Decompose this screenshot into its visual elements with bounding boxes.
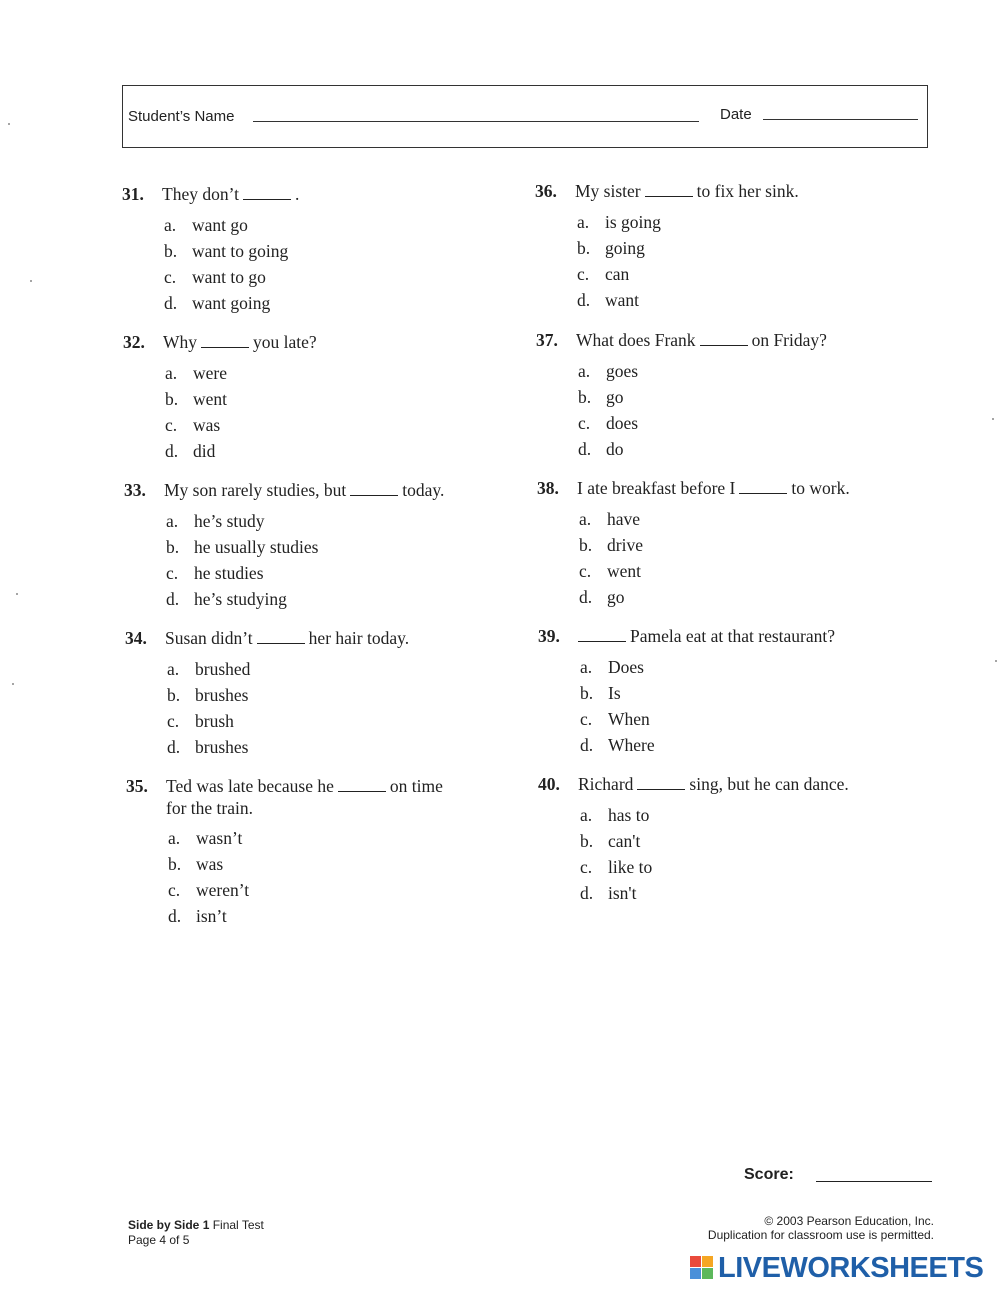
option-d[interactable]: d. brushes	[167, 737, 249, 757]
answer-blank[interactable]	[338, 777, 386, 792]
option-b[interactable]: b. brushes	[167, 685, 249, 705]
option-b[interactable]: b. drive	[579, 535, 643, 555]
option-a[interactable]: a. have	[579, 509, 641, 529]
footer-copyright	[708, 1214, 934, 1242]
question-prompt: My sister to fix her sink.	[575, 181, 799, 201]
question-number: 35.	[126, 776, 148, 796]
question-prompt: Ted was late because he on time for the train.	[166, 776, 443, 818]
option-list	[577, 211, 661, 315]
question-number: 37.	[536, 330, 558, 350]
question-number: 34.	[125, 628, 147, 648]
question-number: 36.	[535, 181, 557, 201]
scan-speck	[30, 280, 32, 282]
option-c[interactable]: c. like to	[580, 857, 653, 877]
option-a[interactable]: a. were	[165, 363, 228, 383]
option-d[interactable]: d. isn’t	[168, 906, 227, 926]
question-prompt: I ate breakfast before I to work.	[577, 478, 850, 498]
option-a[interactable]: a. Does	[580, 657, 644, 677]
page-number: Page 4 of 5	[128, 1233, 190, 1247]
student-info-box	[122, 85, 928, 148]
student-name-field[interactable]	[253, 121, 699, 122]
option-list	[168, 827, 249, 931]
option-c[interactable]: c. went	[579, 561, 642, 581]
scan-speck	[992, 418, 994, 420]
option-d[interactable]: d. isn't	[580, 883, 637, 903]
answer-blank[interactable]	[578, 627, 626, 642]
option-c[interactable]: c. When	[580, 709, 650, 729]
question-prompt: Susan didn’t her hair today.	[165, 628, 410, 648]
liveworksheets-logo[interactable]	[690, 1252, 983, 1284]
scan-speck	[8, 123, 10, 125]
scan-speck	[16, 593, 18, 595]
option-b[interactable]: b. going	[577, 238, 645, 258]
option-c[interactable]: c. want to go	[164, 267, 266, 287]
question-number: 38.	[537, 478, 559, 498]
date-label: Date	[720, 106, 752, 123]
option-d[interactable]: d. he’s studying	[166, 589, 287, 609]
option-a[interactable]: a. brushed	[167, 659, 251, 679]
option-c[interactable]: c. was	[165, 415, 221, 435]
option-d[interactable]: d. Where	[580, 735, 655, 755]
option-list	[578, 360, 638, 464]
brand-name: LIVEWORKSHEETS	[718, 1251, 984, 1284]
question-number: 39.	[538, 626, 560, 646]
option-a[interactable]: a. he’s study	[166, 511, 265, 531]
option-b[interactable]: b. he usually studies	[166, 537, 319, 557]
date-field[interactable]	[763, 119, 918, 120]
option-d[interactable]: d. want going	[164, 293, 271, 313]
liveworksheets-icon	[690, 1256, 714, 1280]
option-b[interactable]: b. was	[168, 854, 224, 874]
option-c[interactable]: c. does	[578, 413, 639, 433]
question-number: 33.	[124, 480, 146, 500]
answer-blank[interactable]	[700, 331, 748, 346]
option-c[interactable]: c. can	[577, 264, 630, 284]
scan-speck	[995, 660, 997, 662]
option-list	[579, 508, 643, 612]
option-list	[580, 804, 652, 908]
option-d[interactable]: d. want	[577, 290, 640, 310]
option-c[interactable]: c. weren’t	[168, 880, 250, 900]
book-subtitle: Final Test	[209, 1218, 264, 1232]
option-b[interactable]: b. Is	[580, 683, 621, 703]
answer-blank[interactable]	[257, 629, 305, 644]
scan-speck	[12, 683, 14, 685]
score-label: Score:	[744, 1166, 794, 1183]
book-title: Side by Side 1	[128, 1218, 210, 1232]
question-number: 40.	[538, 774, 560, 794]
option-list	[164, 214, 288, 318]
permission-text: Duplication for classroom use is permitted.	[707, 1228, 934, 1242]
question-prompt: What does Frank on Friday?	[576, 330, 827, 350]
answer-blank[interactable]	[350, 481, 398, 496]
option-a[interactable]: a. goes	[578, 361, 639, 381]
option-a[interactable]: a. has to	[580, 805, 650, 825]
option-list	[167, 658, 250, 762]
question-prompt: Richard sing, but he can dance.	[578, 774, 849, 794]
answer-blank[interactable]	[637, 775, 685, 790]
option-b[interactable]: b. want to going	[164, 241, 289, 261]
option-list	[580, 656, 655, 760]
copyright-text: © 2003 Pearson Education, Inc.	[764, 1214, 934, 1228]
answer-blank[interactable]	[243, 185, 291, 200]
option-d[interactable]: d. go	[579, 587, 625, 607]
option-a[interactable]: a. want go	[164, 215, 248, 235]
question-prompt: Pamela eat at that restaurant?	[578, 625, 835, 647]
option-b[interactable]: b. went	[165, 389, 228, 409]
question-prompt: My son rarely studies, but today.	[164, 480, 445, 500]
student-name-label: Student’s Name	[128, 108, 235, 125]
answer-blank[interactable]	[201, 333, 249, 348]
answer-blank[interactable]	[645, 182, 693, 197]
question-prompt: They don’t .	[162, 184, 300, 204]
score-field[interactable]	[816, 1181, 932, 1182]
option-b[interactable]: b. can't	[580, 831, 641, 851]
option-list	[166, 510, 318, 614]
question-number: 32.	[123, 332, 145, 352]
footer-book-info	[128, 1218, 264, 1248]
answer-blank[interactable]	[739, 479, 787, 494]
option-a[interactable]: a. is going	[577, 212, 661, 232]
option-c[interactable]: c. he studies	[166, 563, 264, 583]
option-a[interactable]: a. wasn’t	[168, 828, 243, 848]
option-b[interactable]: b. go	[578, 387, 624, 407]
question-prompt: Why you late?	[163, 332, 317, 352]
option-list	[165, 362, 227, 466]
option-c[interactable]: c. brush	[167, 711, 234, 731]
question-number: 31.	[122, 184, 144, 204]
option-d[interactable]: d. do	[578, 439, 624, 459]
option-d[interactable]: d. did	[165, 441, 216, 461]
